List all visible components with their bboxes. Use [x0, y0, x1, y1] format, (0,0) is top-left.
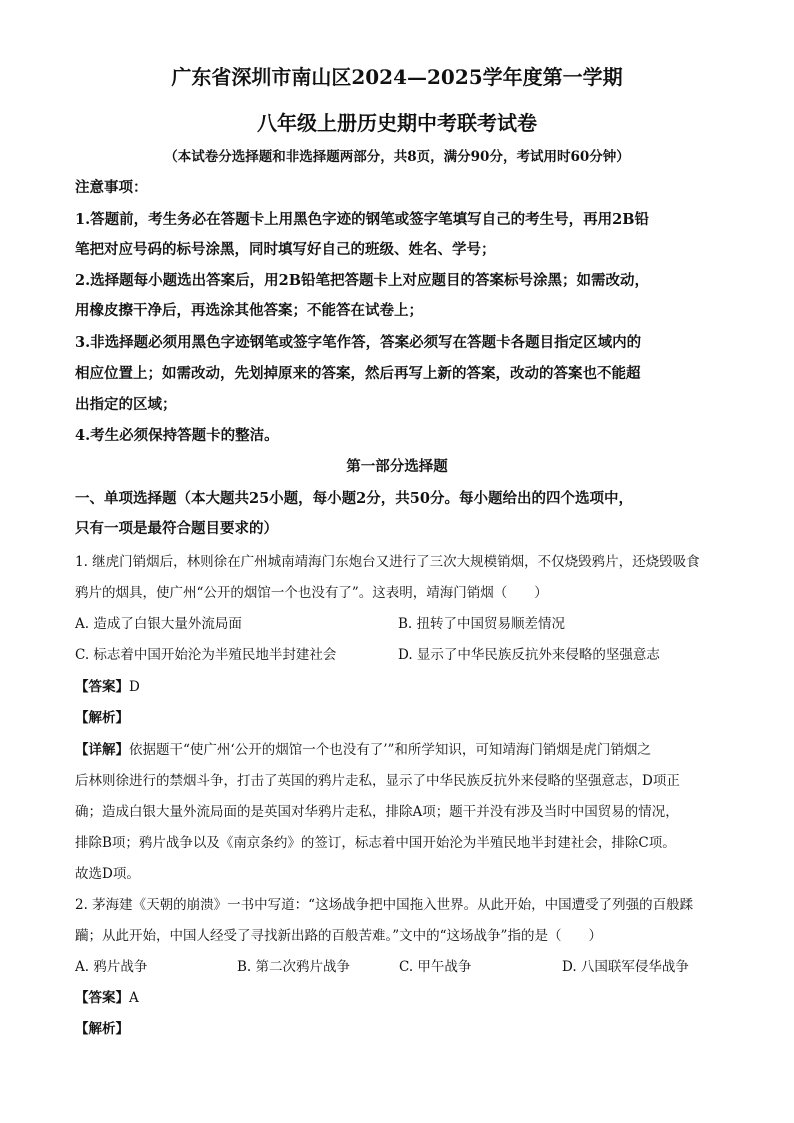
question-1-option-a: A. 造成了白银大量外流局面: [75, 616, 242, 632]
exam-title-line2: 八年级上册历史期中考联考试卷: [257, 111, 537, 135]
question-2-option-b: B. 第二次鸦片战争: [237, 959, 351, 975]
question-1-stem: 鸦片的烟具，使广州“公开的烟馆一个也没有了”。这表明，靖海门销烟（ ）: [75, 585, 548, 601]
question-1-detail: [75, 740, 725, 760]
question-1-answer: [75, 677, 725, 697]
section-instruction: 只有一项是最符合题目要求的）: [75, 520, 278, 537]
notes-line: 笔把对应号码的标号涂黑，同时填写好自己的班级、姓名、学号；: [75, 241, 496, 258]
question-1-stem: 1. 继虎门销烟后，林则徐在广州城南靖海门东炮台又进行了三次大规模销烟，不仅烧毁鸦片，还烧毁吸食: [75, 554, 700, 570]
question-1-detail: 后林则徐进行的禁烟斗争，打击了英国的鸦片走私，显示了中华民族反抗外来侵略的坚强意志，D项正: [75, 773, 680, 789]
notes-heading: 注意事项：: [75, 179, 148, 196]
question-1-analysis: [75, 708, 725, 728]
detail-tag: 【详解】: [75, 742, 129, 758]
question-2-stem: 躏；从此开始，中国人经受了寻找新出路的百般苦难。”文中的“这场战争”指的是（ ）: [75, 928, 602, 944]
question-2-answer: [75, 988, 725, 1008]
analysis-tag: 【解析】: [75, 710, 129, 726]
question-2-stem: 2. 茅海建《天朝的崩溃》一书中写道：“这场战争把中国拖入世界。从此开始，中国遭受了列强的百般蹂: [75, 897, 694, 913]
question-1-option-d: D. 显示了中华民族反抗外来侵略的坚强意志: [398, 647, 660, 663]
question-1-option-b: B. 扭转了中国贸易顺差情况: [398, 616, 566, 632]
question-1-detail: 故选D项。: [75, 866, 140, 882]
notes-line: 4.考生必须保持答题卡的整洁。: [75, 427, 279, 444]
question-2-analysis: [75, 1019, 725, 1039]
question-2-option-c: C. 甲午战争: [399, 959, 472, 975]
question-2-option-a: A. 鸦片战争: [75, 959, 148, 975]
answer-tag: 【答案】: [75, 990, 129, 1006]
notes-line: 相应位置上；如需改动，先划掉原来的答案，然后再写上新的答案，改动的答案也不能超: [75, 365, 641, 382]
question-1-detail: 确；造成白银大量外流局面的是英国对华鸦片走私，排除A项；题干并没有涉及当时中国贸易的情况，: [75, 804, 679, 820]
section-instruction: 一、单项选择题（本大题共25小题，每小题2分，共50分。每小题给出的四个选项中，: [75, 490, 633, 507]
analysis-tag: 【解析】: [75, 1021, 129, 1037]
answer-tag: 【答案】: [75, 679, 129, 695]
question-1-option-c: C. 标志着中国开始沦为半殖民地半封建社会: [75, 647, 337, 663]
detail-text: 依据题干“使广州‘公开的烟馆一个也没有了’”和所学知识，可知靖海门销烟是虎门销烟之: [129, 742, 651, 758]
notes-line: 3.非选择题必须用黑色字迹钢笔或签字笔作答，答案必须写在答题卡各题目指定区域内的: [75, 334, 642, 351]
answer-value: A: [129, 990, 139, 1006]
exam-subtitle: （本试卷分选择题和非选择题两部分，共8页，满分90分，考试用时60分钟）: [164, 149, 630, 165]
question-1-detail: 排除B项；鸦片战争以及《南京条约》的签订，标志着中国开始沦为半殖民地半封建社会，排除C项。: [75, 835, 676, 851]
exam-title-line1: 广东省深圳市南山区2024—2025学年度第一学期: [171, 65, 623, 89]
answer-value: D: [129, 679, 140, 695]
section-title: 第一部分选择题: [346, 458, 448, 475]
notes-line: 出指定的区域；: [75, 396, 177, 413]
notes-line: 1.答题前，考生务必在答题卡上用黑色字迹的钢笔或签字笔填写自己的考生号，再用2B铅: [75, 211, 649, 228]
notes-line: 用橡皮擦干净后，再选涂其他答案；不能答在试卷上；: [75, 302, 423, 319]
notes-line: 2.选择题每小题选出答案后，用2B铅笔把答题卡上对应题目的答案标号涂黑；如需改动，: [75, 272, 649, 289]
question-2-option-d: D. 八国联军侵华战争: [562, 959, 689, 975]
